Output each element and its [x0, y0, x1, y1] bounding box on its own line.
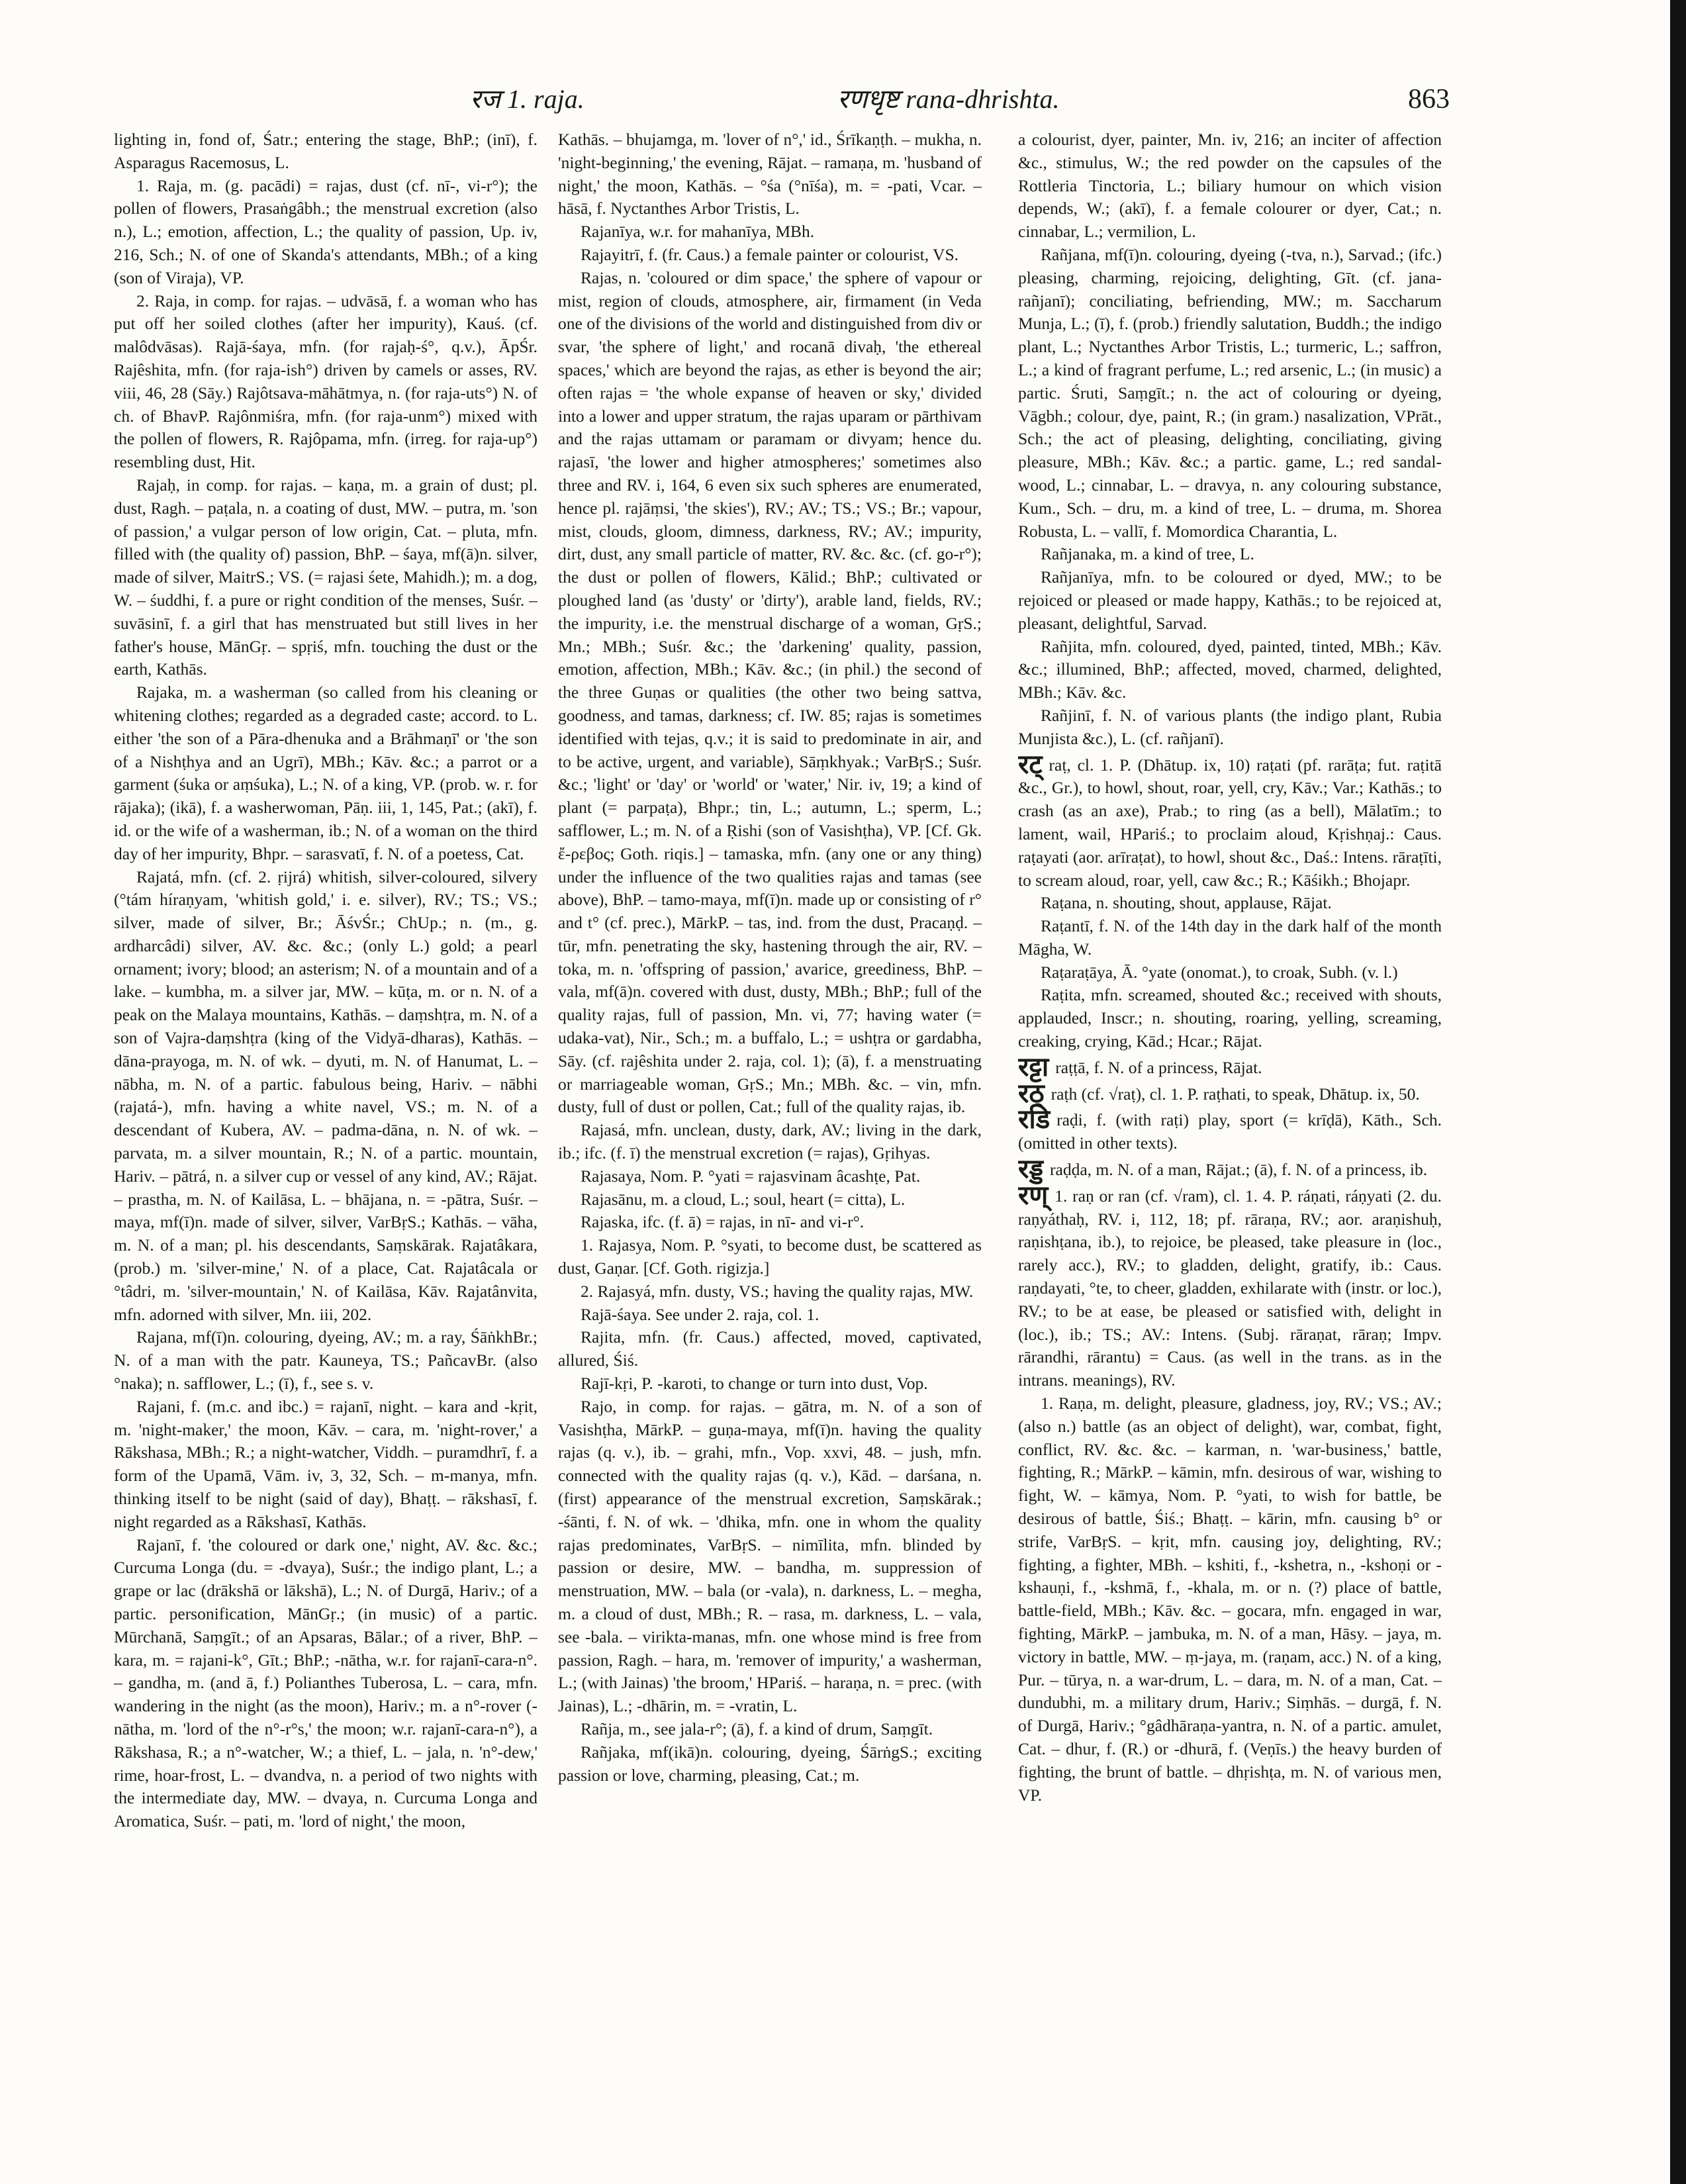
- entry-text: Rañjanīya, mfn. to be coloured or dyed, MW.; to be rejoiced or pleased or made happy, Kathās.; to be rejoiced at, pleasant, delightful, Sarvad.: [1018, 567, 1442, 633]
- entry-text: Rajana, mf(ī)n. colouring, dyeing, AV.; m. a ray, ŚāṅkhBr.; N. of a man with the patr. Kauneya, TS.; PañcavBr. (also °naka); n. safflower, L.; (ī), f., see s. v.: [114, 1327, 538, 1394]
- entry-text: Rajā-śaya. See under 2. raja, col. 1.: [581, 1304, 820, 1324]
- devanagari-root: रडि: [1018, 1104, 1051, 1135]
- dictionary-entry: [114, 175, 538, 290]
- entry-text: Rajanīya, w.r. for mahanīya, MBh.: [581, 222, 815, 242]
- dictionary-entry: [1018, 636, 1442, 704]
- entry-text: Rajasaya, Nom. P. °yati = rajasvinam âcashṭe, Pat.: [581, 1166, 921, 1186]
- page-number: 863: [1408, 84, 1450, 115]
- entry-text: 1. Rajasya, Nom. P. °syati, to become dust, be scattered as dust, Gaṇar. [Cf. Goth. rigizja.]: [558, 1235, 982, 1278]
- entry-text: raḍḍa, m. N. of a man, Rājat.; (ā), f. N. of a princess, ib.: [1050, 1160, 1428, 1180]
- dictionary-entry: [1018, 915, 1442, 961]
- dictionary-entry: [558, 1280, 982, 1304]
- entry-text: Raṭana, n. shouting, shout, applause, Rājat.: [1041, 893, 1332, 913]
- entry-text: a colourist, dyer, painter, Mn. iv, 216; an inciter of affection &c., stimulus, W.; the red powder on the capsules of the Rottleria Tinctoria, L.; biliary humour on which vision depends, W.; (akī), f. a female colourer or dyer, Cat.; n. cinnabar, L.; vermilion, L.: [1018, 130, 1442, 242]
- dictionary-entry: [114, 474, 538, 681]
- dictionary-entry: [1018, 704, 1442, 751]
- dictionary-entry: [1018, 543, 1442, 566]
- dictionary-entry: [558, 1211, 982, 1234]
- dictionary-entry: [1018, 984, 1442, 1053]
- dictionary-entry: [558, 1188, 982, 1211]
- entry-text: Rajasá, mfn. unclean, dusty, dark, AV.; living in the dark, ib.; ifc. (f. ī) the menstrual excretion (= rajas), Gṛihyas.: [558, 1120, 982, 1163]
- dictionary-entry: [558, 1396, 982, 1718]
- root-entry: [1018, 1104, 1442, 1155]
- dictionary-entry: [558, 1234, 982, 1280]
- devanagari-root: रट्टा: [1018, 1051, 1049, 1082]
- dictionary-entry: [1018, 1392, 1442, 1807]
- dictionary-entry: [558, 1304, 982, 1327]
- devanagari-root: रण्: [1018, 1179, 1049, 1211]
- entry-text: Rajanī, f. 'the coloured or dark one,' night, AV. &c. &c.; Curcuma Longa (du. = -dvaya), Suśr.; the indigo plant, L.; a grape or lac (drākshā or lākshā), L.; N. of Durgā, Hariv.; of a partic. personification, MānGṛ.; (in music) of a partic. Mūrchanā, Saṃgīt.; of an Apsaras, Bālar.; of a river, BhP. – kara, m. = rajani-k°, Gīt.; BhP.; -nātha, w.r. for rajanī-cara-n°. – gandha, m. (and ā, f.) Polianthes Tuberosa, L. – cara, mfn. wandering in the night (as the moon), Hariv.; m. a n°-rover (-nātha, m. 'lord of the n°-r°s,' the moon; w.r. rajanī-cara-n°), a Rākshasa, R.; a n°-watcher, W.; a thief, L. – jala, n. 'n°-dew,' rime, hoar-frost, L. – dvandva, n. a period of two nights with the intermediate day, MW. – dvaya, n. Curcuma Longa and Aromatica, Suśr. – pati, m. 'lord of night,' the moon,: [114, 1535, 538, 1831]
- root-entry: [1018, 748, 1442, 892]
- entry-text: raṭṭā, f. N. of a princess, Rājat.: [1055, 1057, 1262, 1077]
- dictionary-entry: [558, 220, 982, 244]
- dictionary-entry: [558, 1718, 982, 1741]
- entry-text: 2. Raja, in comp. for rajas. – udvāsā, f. a woman who has put off her soiled clothes (after her impurity), Kauś. (cf. malôdvāsas). Rajā-śaya, mfn. (for rajaḥ-ś°, q.v.), ĀpŚr. Rajêshita, mfn. (for raja-ish°) driven by camels or asses, RV. viii, 46, 28 (Sāy.) Rajôtsava-māhātmya, n. (for raja-uts°) N. of ch. of BhavP. Rajônmiśra, mfn. (for raja-unm°) mixed with the pollen of flowers, R. Rajôpama, mfn. (irreg. for raja-up°) resembling dust, Hit.: [114, 291, 538, 472]
- entry-text: Rajasānu, m. a cloud, L.; soul, heart (= citta), L.: [581, 1189, 906, 1209]
- entry-text: 1. Raṇa, m. delight, pleasure, gladness, joy, RV.; VS.; AV.; (also n.) battle (as an object of delight), war, combat, fight, conflict, RV. &c. &c. – karman, n. 'war-business,' battle, fighting, R.; MārkP. – kāmin, mfn. desirous of war, wishing to fight, W. – kāmya, Nom. P. °yati, to wish for battle, be desirous of battle, Śiś.; Bhaṭṭ. – kārin, mfn. causing b° or strife, VarBṛS. – kṛit, mfn. causing joy, delighting, RV.; fighting, a fighter, MBh. – kshiti, f., -kshetra, n., -kshoṇi or -kshauṇi, f., -kshmā, f., -khala, m. or n. (?) place of battle, battle-field, MBh.; Kāv. &c. – gocara, mfn. engaged in war, fighting, MārkP. – jambuka, m. N. of a man, Hāsy. – jaya, m. victory in battle, MW. – ṃ-jaya, m. (raṇam, acc.) N. of a king, Pur. – tūrya, n. a war-drum, L. – dara, m. N. of a man, Cat. – dundubhi, m. a military drum, Hariv.; Siṃhās. – durgā, f. N. of Durgā, Hariv.; °gâdhāraṇa-yantra, n. N. of a partic. amulet, Cat. – dhur, f. (R.) or -dhurā, f. (Veṇīs.) the heavy burden of fighting, the brunt of battle. – dhṛishṭa, m. N. of various men, VP.: [1018, 1394, 1442, 1805]
- page-header: [113, 78, 1450, 120]
- dictionary-entry: [558, 1165, 982, 1188]
- continued-entry: [114, 128, 538, 175]
- continued-entry: [558, 128, 982, 220]
- column-2: [558, 128, 982, 2154]
- root-entry: [1018, 1179, 1442, 1392]
- devanagari-root: रठ्: [1018, 1077, 1045, 1109]
- dictionary-entry: [558, 267, 982, 1119]
- dictionary-entry: [114, 1534, 538, 1833]
- devanagari-root: रट्: [1018, 748, 1043, 780]
- entry-text: Rañjinī, f. N. of various plants (the indigo plant, Rubia Munjista &c.), L. (cf. rañjanī).: [1018, 705, 1442, 748]
- dictionary-entry: [1018, 961, 1442, 984]
- entry-text: Rajita, mfn. (fr. Caus.) affected, moved, captivated, allured, Śiś.: [558, 1327, 982, 1370]
- column-3: [1018, 128, 1442, 2154]
- entry-text: Rajaska, ifc. (f. ā) = rajas, in nī- and vi-r°.: [581, 1212, 865, 1232]
- page-edge-shadow: [1670, 0, 1686, 2184]
- entry-text: Rajī-kṛi, P. -karoti, to change or turn into dust, Vop.: [581, 1374, 928, 1394]
- dictionary-entry: [1018, 566, 1442, 635]
- entry-text: raṭh (cf. √raṭ), cl. 1. P. raṭhati, to speak, Dhātup. ix, 50.: [1051, 1084, 1420, 1104]
- entry-text: Rajatá, mfn. (cf. 2. ṛijrá) whitish, silver-coloured, silvery (°tám híraṇyam, 'whitish gold,' i. e. silver), RV.; TS.; VS.; silver, made of silver, Br.; ĀśvŚr.; ChUp.; n. (m., g. ardharcâdi) silver, AV. &c. &c.; (only L.) gold; a pearl ornament; ivory; blood; an asterism; N. of a mountain and of a lake. – kumbha, m. a silver jar, MW. – kūṭa, m. or n. N. of a peak on the Malaya mountains, Kathās. – daṃshṭra, m. N. of a son of Vajra-daṃshṭra (king of the Vidyā-dharas), Kathās. – dāna-prayoga, m. N. of wk. – dyuti, m. N. of Hanumat, L. – nābha, m. N. of a partic. fabulous being, Hariv. – nābhi (rajatá-), mfn. having a white navel, VS.; m. N. of a descendant of Kubera, AV. – padma-dāna, n. N. of wk. – parvata, m. a silver mountain, R.; N. of a partic. mountain, Hariv. – pātrá, n. a silver cup or vessel of any kind, AV.; Rājat. – prastha, m. N. of Kailāsa, L. – bhājana, n. = -pātra, Suśr. – maya, mf(ī)n. made of silver, silver, VarBṛS.; Kathās. – vāha, m. N. of a man; pl. his descendants, Saṃskārak. Rajatâkara, (prob.) m. 'silver-mine,' N. of a place, Cat. Rajatâcala or °tâdri, m. 'silver-mountain,' N. of Kailāsa, Kāv. Rajatânvita, mfn. adorned with silver, Mn. iii, 202.: [114, 867, 538, 1324]
- entry-text: 2. Rajasyá, mfn. dusty, VS.; having the quality rajas, MW.: [581, 1281, 974, 1301]
- entry-text: Rañja, m., see jala-r°; (ā), f. a kind of drum, Saṃgīt.: [581, 1719, 933, 1738]
- entry-text: Kathās. – bhujamga, m. 'lover of n°,' id., Śrīkaṇṭh. – mukha, n. 'night-beginning,' the evening, Rājat. – ramaṇa, m. 'husband of night,' the moon, Kathās. – °śa (°nīśa), m. = -pati, Vcar. – hāsā, f. Nyctanthes Arbor Tristis, L.: [558, 130, 982, 218]
- entry-text: Raṭita, mfn. screamed, shouted &c.; received with shouts, applauded, Inscr.; n. shouting, roaring, yelling, screaming, creaking, crying, Kād.; Hcar.; Rājat.: [1018, 985, 1442, 1051]
- entry-text: lighting in, fond of, Śatr.; entering the stage, BhP.; (inī), f. Asparagus Racemosus, L.: [114, 130, 538, 172]
- entry-text: 1. Raja, m. (g. pacādi) = rajas, dust (cf. nī-, vi-r°); the pollen of flowers, Prasaṅgâbh.; the menstrual excretion (also n.), L.; emotion, affection, L.; the quality of passion, Up. iv, 216, Sch.; N. of one of Skanda's attendants, MBh.; of a king (son of Viraja), VP.: [114, 175, 538, 287]
- dictionary-entry: [114, 681, 538, 865]
- left-running-head: रज 1. raja.: [470, 84, 585, 114]
- dictionary-entry: [114, 1396, 538, 1534]
- root-entry: [1018, 1077, 1442, 1109]
- dictionary-entry: [558, 1326, 982, 1372]
- entry-text: Rajas, n. 'coloured or dim space,' the sphere of vapour or mist, region of clouds, atmosphere, air, firmament (in Veda one of the divisions of the world and distinguished from div or svar, 'the sphere of light,' and rocanā divaḥ, 'the ethereal spaces,' which are beyond the rajas, as ether is beyond the air; often rajas = 'the whole expanse of heaven or sky,' divided into a lower and upper stratum, the rajas uparam or pārthivam and the rajas uttamam or paramam or divyam; hence du. rajasī, 'the lower and higher atmospheres;' sometimes also three and RV. i, 164, 6 even six such spheres are enumerated, hence pl. rajāṃsi, 'the skies'), RV.; AV.; TS.; VS.; Br.; vapour, mist, clouds, gloom, dimness, darkness, RV.; AV.; impurity, dirt, dust, any small particle of matter, RV. &c. &c. (cf. go-r°); the dust or pollen of flowers, Kālid.; BhP.; cultivated or ploughed land (as 'dusty' or 'dirty'), arable land, fields, RV.; the impurity, i.e. the menstrual discharge of a woman, GṛS.; Mn.; MBh.; Suśr. &c.; the 'darkening' quality, passion, emotion, affection, MBh.; Kāv. &c.; (in phil.) the second of the three Guṇas or qualities (the other two being sattva, goodness, and tamas, darkness; cf. IW. 85; rajas is sometimes identified with tejas, q.v.; it is said to predominate in air, and to be active, urgent, and variable), Sāṃkhyak.; VarBṛS.; Suśr. &c.; 'light' or 'day' or 'world' or 'water,' Nir. iv, 19; a kind of plant (= parpaṭa), Bhpr.; tin, L.; autumn, L.; sperm, L.; safflower, L.; m. N. of a Ṛishi (son of Vasishṭha), VP. [Cf. Gk. ἔ-ρεβος; Goth. riqis.] – tamaska, mfn. (any one or any thing) under the influence of the two qualities rajas and tamas (see above), BhP. – tamo-maya, mf(ī)n. made up or consisting of r° and t° (cf. prec.), MārkP. – tas, ind. from the dust, Pracaṇḍ. – tūr, mfn. penetrating the sky, hastening through the air, RV. – toka, m. n. 'offspring of passion,' avarice, greediness, BhP. – vala, mf(ā)n. covered with dust, dusty, MBh.; BhP.; full of the quality rajas, full of passion, Mn. vi, 77; having water (= udaka-vat), Nir., Sch.; m. a buffalo, L.; = ushṭra or gardabha, Sāy. (cf. rajêshita under 2. raja, col. 1); (ā), f. a menstruating or marriageable woman, GṛS.; Mn.; MBh. &c. – vin, mfn. dusty, full of dust or pollen, Cat.; full of the quality rajas, ib.: [558, 267, 982, 1117]
- column-1: [114, 128, 538, 2154]
- devanagari-root: रड्ड: [1018, 1153, 1044, 1185]
- dictionary-entry: [114, 1326, 538, 1395]
- dictionary-entry: [558, 1741, 982, 1787]
- entry-text: Raṭaraṭāya, Ā. °yate (onomat.), to croak, Subh. (v. l.): [1041, 962, 1398, 982]
- root-entry: [1018, 1153, 1442, 1185]
- entry-text: Rajaka, m. a washerman (so called from his cleaning or whitening clothes; regarded as a degraded caste; accord. to L. either 'the son of a Pāra-dhenuka and a Brāhmaṇī' or 'the son of a Nishṭhya and an Ugrī), MBh.; Kāv. &c.; a parrot or a garment (śuka or aṃśuka), L.; N. of a king, VP. (prob. w. r. for rājaka); (ikā), f. a washerwoman, Pāṇ. iii, 1, 145, Pat.; (akī), f. id. or the wife of a washerman, ib.; N. of a woman on the third day of her impurity, Bhpr. – sarasvatī, f. N. of a poetess, Cat.: [114, 683, 538, 863]
- entry-text: Rañjanaka, m. a kind of tree, L.: [1041, 544, 1254, 564]
- dictionary-entry: [1018, 244, 1442, 543]
- dictionary-entry: [114, 866, 538, 1327]
- entry-text: raṭ, cl. 1. P. (Dhātup. ix, 10) raṭati (pf. rarāṭa; fut. raṭitā &c., Gr.), to howl, shout, roar, yell, cry, Kāv.; Var.; Kathās.; to crash (as an axe), Prab.; to ring (as a bell), Mālatīm.; to lament, wail, HPariś.; to proclaim aloud, Kṛishṇaj.: Caus. raṭayati (aor. arīraṭat), to howl, shout &c., Daś.: Intens. rāraṭīti, to scream aloud, roar, yell, caw &c.; R.; Kāśikh.; Bhojapr.: [1018, 755, 1442, 890]
- center-running-head: रणधृष्ट rana-dhrishta.: [837, 84, 1060, 114]
- entry-text: Rañjana, mf(ī)n. colouring, dyeing (-tva, n.), Sarvad.; (ifc.) pleasing, charming, rejoicing, delighting, Gīt. (cf. jana-rañjanī); conciliating, befriending, MW.; m. Saccharum Munja, L.; (ī), f. (prob.) friendly salutation, Buddh.; the indigo plant, L.; Nyctanthes Arbor Tristis, L.; turmeric, L.; saffron, L.; a kind of fragrant perfume, L.; red arsenic, L.; (in music) a partic. Śruti, Saṃgīt.; n. the act of colouring or dyeing, Vāgbh.; colour, dye, paint, R.; (in gram.) nasalization, VPrāt., Sch.; the act of pleasing, delighting, conciliating, giving pleasure, MBh.; Kāv. &c.; a partic. game, L.; red sandal-wood, L.; cinnabar, L. – dravya, n. any colouring substance, Kum., Sch. – dru, m. a kind of tree, L. – druma, m. Shorea Robusta, L. – vallī, f. Momordica Charantia, L.: [1018, 244, 1442, 541]
- entry-text: Rajaḥ, in comp. for rajas. – kaṇa, m. a grain of dust; pl. dust, Ragh. – paṭala, n. a coating of dust, MW. – putra, m. 'son of passion,' a vulgar person of low origin, Cat. – pluta, mfn. filled with (the quality of) passion, BhP. – śaya, mf(ā)n. silver, made of silver, MaitrS.; VS. (= rajasi śete, Mahidh.); m. a dog, W. – śuddhi, f. a pure or right condition of the menses, Suśr. – suvāsinī, f. a girl that has menstruated but still lives in her father's house, MānGṛ. – spṛiś, mfn. touching the dust or the earth, Kathās.: [114, 475, 538, 679]
- entry-text: Rañjita, mfn. coloured, dyed, painted, tinted, MBh.; Kāv. &c.; illumined, BhP.; affected, moved, charmed, delighted, MBh.; Kāv. &c.: [1018, 636, 1442, 702]
- dictionary-entry: [1018, 892, 1442, 915]
- dictionary-entry: [558, 244, 982, 267]
- entry-text: Rajo, in comp. for rajas. – gātra, m. N. of a son of Vasishṭha, MārkP. – guṇa-maya, mf(ī)n. having the quality rajas (q. v.), ib. – grahi, mfn., Vop. xxvi, 48. – jush, mfn. connected with the quality rajas (q. v.), Kād. – darśana, n. (first) appearance of the menstrual excretion, Saṃskārak.; -śānti, f. N. of wk. – 'dhika, mfn. one in whom the quality rajas predominates, VarBṛS. – nimīlita, mfn. blinded by passion or desire, MW. – bandha, m. suppression of menstruation, MW. – bala (or -vala), n. darkness, L. – megha, m. a cloud of dust, MBh.; R. – rasa, m. darkness, L. – vala, see -bala. – virikta-manas, mfn. one whose mind is free from passion, Ragh. – hara, m. 'remover of impurity,' a washerman, L.; (with Jainas) 'the broom,' HPariś. – haraṇa, n. = prec. (with Jainas), L.; -dhārin, m. = -vratin, L.: [558, 1396, 982, 1716]
- dictionary-entry: [558, 1119, 982, 1165]
- entry-text: Rajani, f. (m.c. and ibc.) = rajanī, night. – kara and -kṛit, m. 'night-maker,' the moon, Kāv. – cara, m. 'night-rover,' a Rākshasa, MBh.; R.; a night-watcher, Viddh. – puramdhrī, f. a form of the Upamā, Vām. iv, 3, 32, Sch. – m-manya, mfn. thinking itself to be night (said of day), Bhaṭṭ. – rākshasī, f. night regarded as a Rākshasī, Kathās.: [114, 1396, 538, 1531]
- continued-entry: [1018, 128, 1442, 244]
- dictionary-entry: [114, 290, 538, 474]
- root-entry: [1018, 1051, 1442, 1082]
- entry-text: 1. raṇ or ran (cf. √ram), cl. 1. 4. P. ráṇati, ráṇyati (2. du. raṇyáthaḥ, RV. i, 112, 18; pf. rāraṇa, RV.; aor. araṇishuḥ, raṇishṭana, ib.), to rejoice, be pleased, take pleasure in (loc., rarely acc.), RV.; to gladden, delight, gratify, ib.: Caus. raṇdayati, °te, to cheer, gladden, exhilarate with (instr. or loc.), RV.; to be at ease, be pleased or satisfied with, delight in (loc.), ib.; TS.; AV.: Intens. (Subj. rāraṇat, rāraṇ; Impv. rārandhi, rārantu) = Caus. (as well in the trans. as in the intrans. meanings), RV.: [1018, 1186, 1442, 1390]
- entry-text: Raṭantī, f. N. of the 14th day in the dark half of the month Māgha, W.: [1018, 916, 1442, 959]
- entry-text: Rajayitrī, f. (fr. Caus.) a female painter or colourist, VS.: [581, 244, 959, 264]
- entry-text: Rañjaka, mf(ikā)n. colouring, dyeing, ŚārṅgS.; exciting passion or love, charming, pleasing, Cat.; m.: [558, 1742, 982, 1785]
- dictionary-entry: [558, 1372, 982, 1396]
- entry-text: raḍi, f. (with raṭi) play, sport (= krīḍā), Kāth., Sch. (omitted in other texts).: [1018, 1110, 1442, 1153]
